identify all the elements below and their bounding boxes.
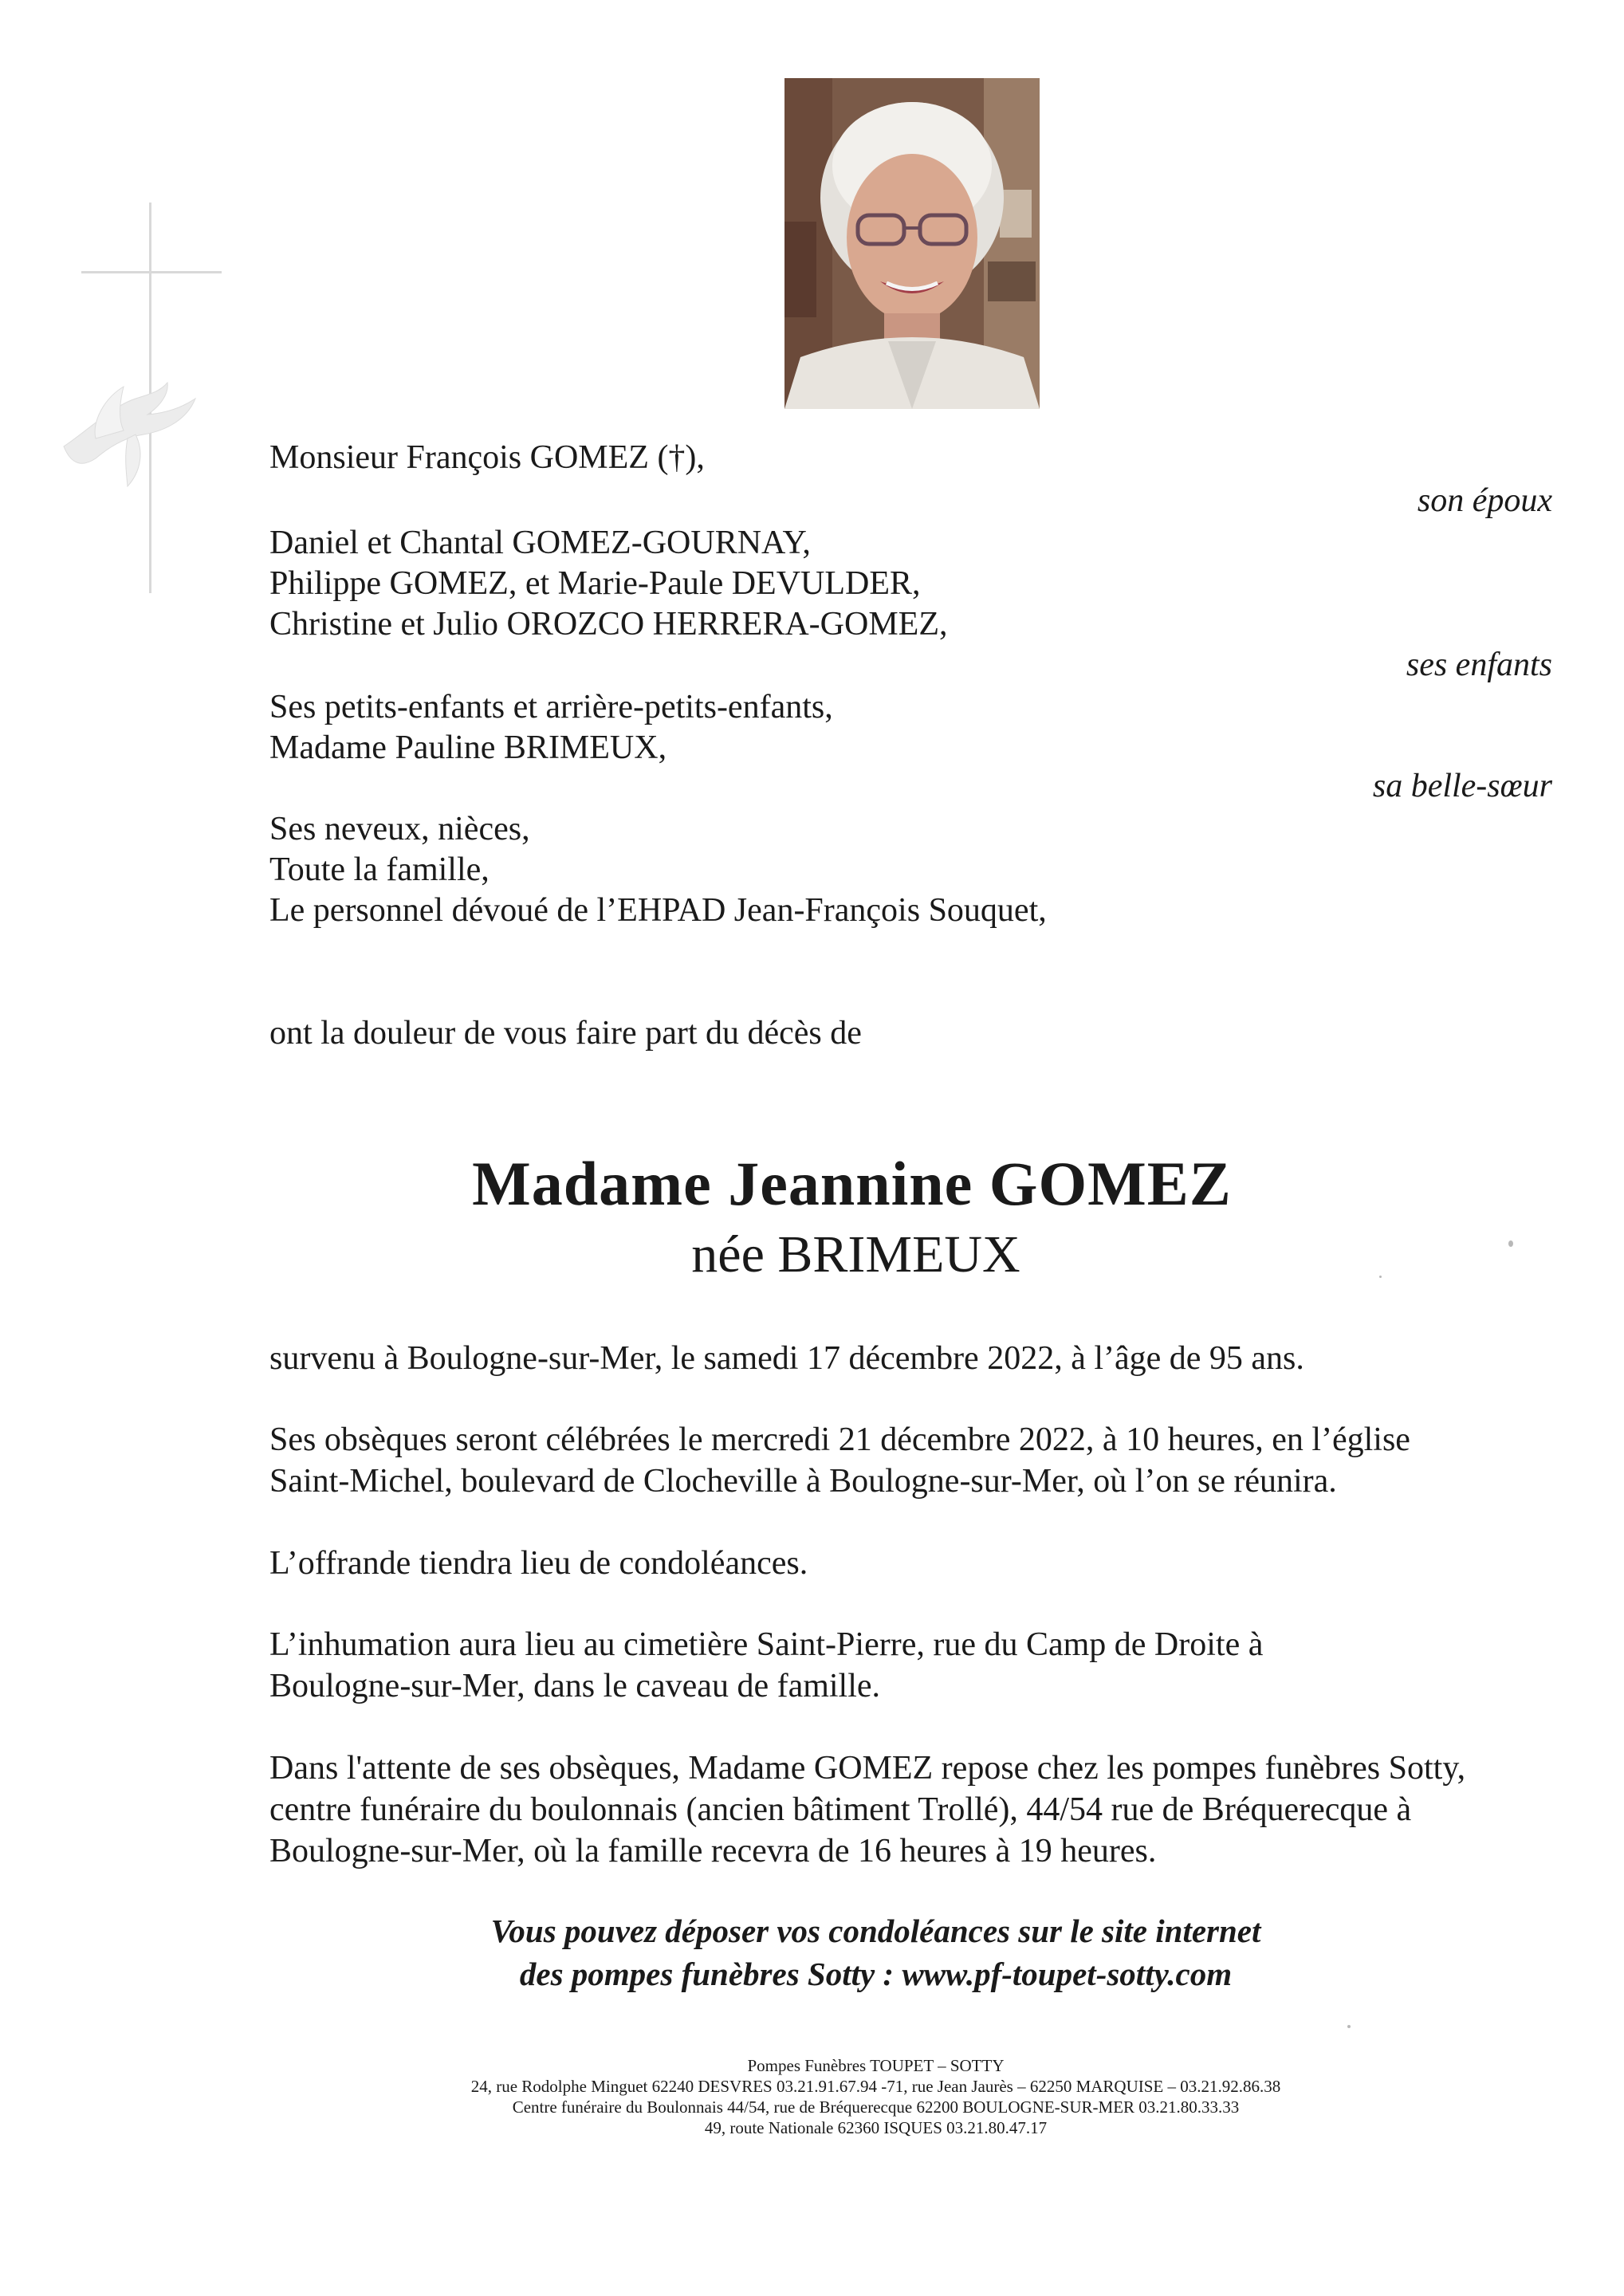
scan-speck — [1379, 1276, 1382, 1278]
scan-speck — [1347, 2025, 1351, 2028]
scan-speck — [1508, 1240, 1513, 1247]
burial-line-2: Boulogne-sur-Mer, dans le caveau de famille. — [269, 1668, 881, 1704]
footer-address-1: 24, rue Rodolphe Minguet 62240 DESVRES 03.21.91.67.94 -71, rue Jean Jaurès – 62250 MARQUISE – 03.21.92.86.38 — [470, 2077, 1281, 2096]
death-details: survenu à Boulogne-sur-Mer, le samedi 17 décembre 2022, à l’âge de 95 ans. — [269, 1340, 1304, 1377]
burial-line-1: L’inhumation aura lieu au cimetière Saint-Pierre, rue du Camp de Droite à — [269, 1626, 1264, 1663]
dove-icon — [48, 351, 207, 510]
role-spouse: son époux — [1417, 482, 1552, 519]
grandchildren-line: Ses petits-enfants et arrière-petits-enfants, — [269, 689, 833, 725]
spouse-line: Monsieur François GOMEZ (†), — [269, 439, 705, 476]
footer-company: Pompes Funèbres TOUPET – SOTTY — [747, 2056, 1005, 2075]
deceased-name: Madame Jeannine GOMEZ — [472, 1149, 1232, 1218]
child-line-2: Philippe GOMEZ, et Marie-Paule DEVULDER, — [269, 565, 921, 602]
others-line-1: Ses neveux, nièces, — [269, 811, 530, 847]
cross-horizontal-line — [81, 271, 222, 273]
offering-line: L’offrande tiendra lieu de condoléances. — [269, 1545, 808, 1582]
funeral-line-2: Saint-Michel, boulevard de Clocheville à Boulogne-sur-Mer, où l’on se réunira. — [269, 1463, 1337, 1500]
others-line-3: Le personnel dévoué de l’EHPAD Jean-François Souquet, — [269, 892, 1047, 929]
sister-in-law-line: Madame Pauline BRIMEUX, — [269, 729, 667, 766]
announcement-line: ont la douleur de vous faire part du décès de — [269, 1015, 862, 1052]
deceased-maiden-name: née BRIMEUX — [691, 1225, 1020, 1284]
rest-line-1: Dans l'attente de ses obsèques, Madame GOMEZ repose chez les pompes funèbres Sotty, — [269, 1750, 1466, 1787]
child-line-3: Christine et Julio OROZCO HERRERA-GOMEZ, — [269, 606, 948, 643]
footer-address-3: 49, route Nationale 62360 ISQUES 03.21.80.47.17 — [704, 2118, 1048, 2137]
rest-line-2: centre funéraire du boulonnais (ancien bâtiment Trollé), 44/54 rue de Bréquerecque à — [269, 1791, 1412, 1828]
rest-line-3: Boulogne-sur-Mer, où la famille recevra de 16 heures à 19 heures. — [269, 1833, 1157, 1869]
condolences-line-1: Vous pouvez déposer vos condoléances sur le site internet — [490, 1913, 1261, 1949]
others-line-2: Toute la famille, — [269, 851, 490, 888]
condolences-line-2: des pompes funèbres Sotty : www.pf-toupet-sotty.com — [519, 1956, 1233, 1992]
funeral-line-1: Ses obsèques seront célébrées le mercredi 21 décembre 2022, à 10 heures, en l’église — [269, 1421, 1410, 1458]
role-children: ses enfants — [1406, 647, 1552, 683]
child-line-1: Daniel et Chantal GOMEZ-GOURNAY, — [269, 525, 811, 561]
role-sister-in-law: sa belle-sœur — [1372, 768, 1552, 804]
footer-address-2: Centre funéraire du Boulonnais 44/54, rue de Bréquerecque 62200 BOULOGNE-SUR-MER 03.21.80.33.33 — [512, 2097, 1240, 2117]
portrait-photo — [784, 78, 1040, 409]
